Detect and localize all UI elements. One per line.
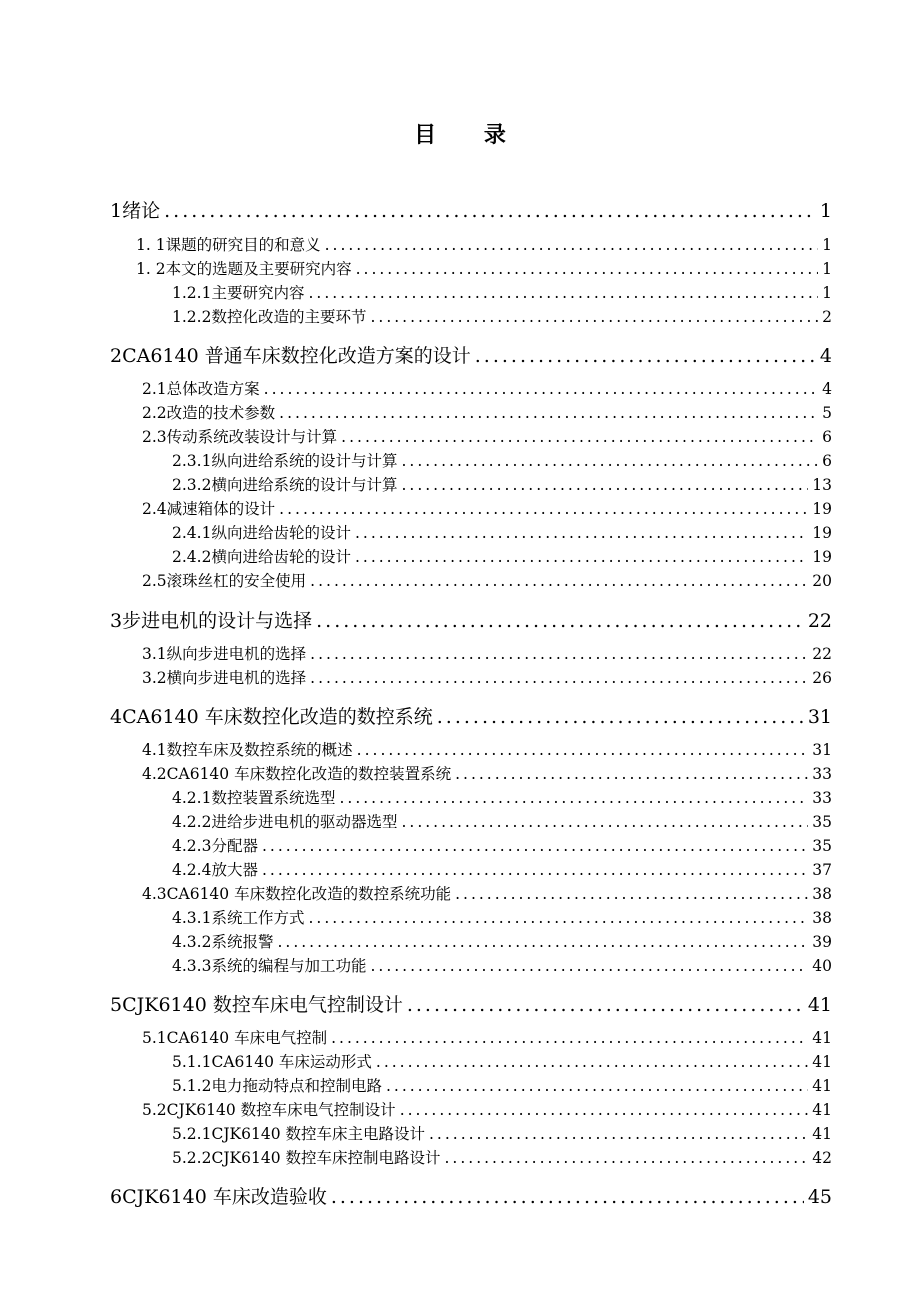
toc-page-number: 5 [822, 404, 832, 422]
toc-entry[interactable] [142, 1098, 832, 1120]
toc-entry[interactable] [142, 1026, 832, 1048]
toc-leader [308, 909, 808, 927]
toc-entry[interactable] [142, 497, 832, 519]
toc-number: 3.2 [142, 669, 167, 687]
toc-leader [262, 861, 808, 879]
toc-leader [339, 789, 808, 807]
toc-page-number: 41 [812, 1101, 832, 1119]
toc-title: CJK6140 数控车床控制电路设计 [211, 1149, 441, 1167]
toc-title: 横向进给齿轮的设计 [211, 548, 351, 566]
toc-title: 总体改造方案 [166, 380, 260, 398]
toc-title: CJK6140 车床改造验收 [122, 1186, 327, 1208]
toc-title: 横向步进电机的选择 [166, 669, 307, 687]
toc-page-number: 33 [812, 789, 832, 807]
toc-entry[interactable] [136, 233, 832, 255]
toc-page-number: 41 [812, 1077, 832, 1095]
toc-title: CA6140 车床运动形式 [211, 1053, 372, 1071]
toc-number: 5.1.2 [172, 1077, 212, 1095]
toc-number: 3 [110, 610, 123, 632]
toc-title: 纵向进给系统的设计与计算 [211, 452, 398, 470]
toc-title: 步进电机的设计与选择 [122, 610, 313, 632]
toc-number: 1.2.1 [172, 284, 212, 302]
toc-number: 2 [110, 345, 123, 367]
toc-leader [356, 260, 819, 278]
toc-leader [429, 1125, 808, 1143]
toc-title: 横向进给系统的设计与计算 [211, 476, 398, 494]
toc-number: 4 [110, 706, 123, 728]
toc-title: CA6140 车床数控化改造的数控系统 [122, 706, 433, 728]
toc-entry[interactable] [142, 666, 832, 688]
toc-page-number: 41 [812, 1125, 832, 1143]
toc-title: 纵向步进电机的选择 [166, 645, 307, 663]
toc-number: 2.2 [142, 404, 167, 422]
toc-page-number: 22 [807, 610, 832, 632]
toc-title: CA6140 车床电气控制 [166, 1029, 328, 1047]
toc-title: 绪论 [122, 200, 161, 222]
toc-number: 4.3.3 [172, 957, 212, 975]
toc-entry[interactable] [142, 401, 832, 423]
toc-page-number: 33 [812, 765, 832, 783]
toc-title: CA6140 车床数控化改造的数控系统功能 [166, 885, 452, 903]
toc-title: CJK6140 数控车床主电路设计 [211, 1125, 425, 1143]
toc-number: 2.3 [142, 428, 167, 446]
toc-page-number: 45 [807, 1186, 832, 1208]
toc-leader [370, 308, 818, 326]
toc-leader [310, 669, 808, 687]
toc-entry[interactable] [172, 906, 832, 928]
toc-entry[interactable] [172, 1122, 832, 1144]
toc-entry[interactable] [172, 545, 832, 567]
toc-number: 4.2.1 [172, 789, 212, 807]
toc-entry[interactable] [172, 521, 832, 543]
toc-title: 改造的技术参数 [166, 404, 276, 422]
toc-leader [331, 1186, 804, 1208]
toc-number: 1. 1 [136, 236, 166, 254]
toc-entry[interactable] [172, 1074, 832, 1096]
toc-title: 本文的选题及主要研究内容 [165, 260, 352, 278]
toc-entry[interactable] [142, 377, 832, 399]
toc-page-number: 31 [812, 741, 832, 759]
toc-page-number: 19 [812, 524, 832, 542]
toc-leader [341, 428, 818, 446]
toc-page-number: 38 [812, 885, 832, 903]
toc-leader [310, 572, 808, 590]
toc-title: 纵向进给齿轮的设计 [211, 524, 351, 542]
toc-leader [164, 200, 816, 222]
toc-page-number: 1 [822, 236, 832, 254]
toc-page-number: 31 [807, 706, 832, 728]
toc-entry[interactable] [142, 642, 832, 664]
toc-title: 电力拖动特点和控制电路 [211, 1077, 382, 1095]
toc-page-number: 41 [807, 994, 832, 1016]
toc-leader [444, 1149, 808, 1167]
toc-leader [331, 1029, 808, 1047]
toc-entry[interactable] [110, 606, 832, 632]
toc-page-number: 4 [819, 345, 832, 367]
toc-title: 系统工作方式 [211, 909, 305, 927]
toc-entry[interactable] [110, 990, 832, 1016]
toc-entry[interactable] [172, 473, 832, 495]
toc-entry[interactable] [172, 305, 832, 327]
toc-entry[interactable] [172, 1146, 832, 1168]
toc-leader [455, 765, 808, 783]
toc-number: 4.1 [142, 741, 167, 759]
toc-page-number: 2 [822, 308, 832, 326]
toc-title: 进给步进电机的驱动器选型 [211, 813, 398, 831]
toc-entry[interactable] [172, 786, 832, 808]
toc-number: 4.2.2 [172, 813, 212, 831]
toc-entry[interactable] [172, 930, 832, 952]
toc-number: 2.1 [142, 380, 167, 398]
toc-number: 1 [110, 200, 123, 222]
toc-number: 1.2.2 [172, 308, 212, 326]
page-title: 目 录 [414, 123, 526, 148]
toc-leader [376, 1053, 808, 1071]
toc-title: 放大器 [211, 861, 258, 879]
toc-page-number: 41 [812, 1029, 832, 1047]
toc-entry[interactable] [110, 1182, 832, 1208]
toc-number: 2.4 [142, 500, 167, 518]
toc-title: 传动系统改装设计与计算 [166, 428, 338, 446]
toc-entry[interactable] [142, 569, 832, 591]
toc-leader [370, 957, 808, 975]
toc-leader [407, 994, 804, 1016]
toc-page-number: 13 [812, 476, 832, 494]
toc-entry[interactable] [110, 341, 832, 367]
toc-number: 5.2.2 [172, 1149, 212, 1167]
toc-number: 2.3.1 [172, 452, 212, 470]
toc-number: 2.3.2 [172, 476, 212, 494]
toc-title: CJK6140 数控车床电气控制设计 [122, 994, 403, 1016]
toc-title: 分配器 [211, 837, 258, 855]
toc-page-number: 37 [812, 861, 832, 879]
toc-page-number: 6 [822, 428, 832, 446]
toc-number: 4.2.4 [172, 861, 212, 879]
toc-number: 2.5 [142, 572, 167, 590]
toc-page-number: 19 [812, 500, 832, 518]
toc-leader [401, 452, 818, 470]
toc-entry[interactable] [142, 762, 832, 784]
toc-entry[interactable] [142, 738, 832, 760]
toc-title: 主要研究内容 [211, 284, 305, 302]
toc-number: 5.2 [142, 1101, 167, 1119]
toc-page-number: 39 [812, 933, 832, 951]
toc-leader [355, 548, 808, 566]
toc-page-number: 38 [812, 909, 832, 927]
toc-page-number: 35 [812, 813, 832, 831]
toc-entry[interactable] [142, 425, 832, 447]
toc-title: CJK6140 数控车床电气控制设计 [166, 1101, 396, 1119]
toc-page-number: 1 [819, 200, 832, 222]
toc-number: 2.4.1 [172, 524, 212, 542]
toc-title: 数控装置系统选型 [211, 789, 336, 807]
toc-entry[interactable] [136, 257, 832, 279]
toc-leader [279, 500, 808, 518]
toc-number: 1. 2 [136, 260, 166, 278]
toc-leader [437, 706, 804, 728]
toc-title: CA6140 普通车床数控化改造方案的设计 [122, 345, 471, 367]
toc-number: 3.1 [142, 645, 167, 663]
toc-title: 数控车床及数控系统的概述 [166, 741, 353, 759]
toc-leader [455, 885, 808, 903]
toc-number: 4.2.3 [172, 837, 212, 855]
toc-leader [386, 1077, 808, 1095]
toc-page-number: 35 [812, 837, 832, 855]
toc-entry[interactable] [172, 858, 832, 880]
toc-number: 5 [110, 994, 123, 1016]
toc-title: 课题的研究目的和意义 [165, 236, 321, 254]
toc-leader [310, 645, 808, 663]
toc-entry[interactable] [110, 196, 832, 222]
toc-number: 4.2 [142, 765, 167, 783]
toc-leader [279, 404, 818, 422]
toc-number: 5.1.1 [172, 1053, 212, 1071]
toc-leader [355, 524, 808, 542]
toc-title: CA6140 车床数控化改造的数控装置系统 [166, 765, 452, 783]
toc-leader [264, 380, 818, 398]
toc-leader [400, 1101, 809, 1119]
toc-page-number: 22 [812, 645, 832, 663]
toc-leader [262, 837, 808, 855]
toc-entry[interactable] [172, 281, 832, 303]
toc-title: 减速箱体的设计 [166, 500, 276, 518]
toc-page-number: 1 [822, 260, 832, 278]
toc-entry[interactable] [172, 1050, 832, 1072]
toc-number: 6 [110, 1186, 123, 1208]
toc-number: 5.1 [142, 1029, 167, 1047]
toc-title: 数控化改造的主要环节 [211, 308, 367, 326]
toc-number: 4.3.1 [172, 909, 212, 927]
toc-leader [316, 610, 804, 632]
toc-page-number: 19 [812, 548, 832, 566]
toc-number: 4.3 [142, 885, 167, 903]
toc-entry[interactable] [142, 882, 832, 904]
toc-number: 5.2.1 [172, 1125, 212, 1143]
toc-page-number: 6 [822, 452, 832, 470]
toc-page-number: 41 [812, 1053, 832, 1071]
toc-entry[interactable] [110, 702, 832, 728]
toc-page-number: 4 [822, 380, 832, 398]
toc-entry[interactable] [172, 449, 832, 471]
toc-leader [357, 741, 809, 759]
toc-leader [401, 476, 808, 494]
toc-title: 滚珠丝杠的安全使用 [166, 572, 307, 590]
toc-number: 2.4.2 [172, 548, 212, 566]
toc-page-number: 40 [812, 957, 832, 975]
toc-title: 系统报警 [211, 933, 274, 951]
toc-page-number: 20 [812, 572, 832, 590]
toc-page-number: 42 [812, 1149, 832, 1167]
toc-leader [401, 813, 808, 831]
toc-entry[interactable] [172, 810, 832, 832]
toc-entry[interactable] [172, 954, 832, 976]
toc-leader [277, 933, 808, 951]
toc-leader [325, 236, 819, 254]
toc-entry[interactable] [172, 834, 832, 856]
toc-leader [475, 345, 816, 367]
toc-title: 系统的编程与加工功能 [211, 957, 367, 975]
toc-number: 4.3.2 [172, 933, 212, 951]
toc-page-number: 1 [822, 284, 832, 302]
toc-page-number: 26 [812, 669, 832, 687]
toc-leader [308, 284, 818, 302]
